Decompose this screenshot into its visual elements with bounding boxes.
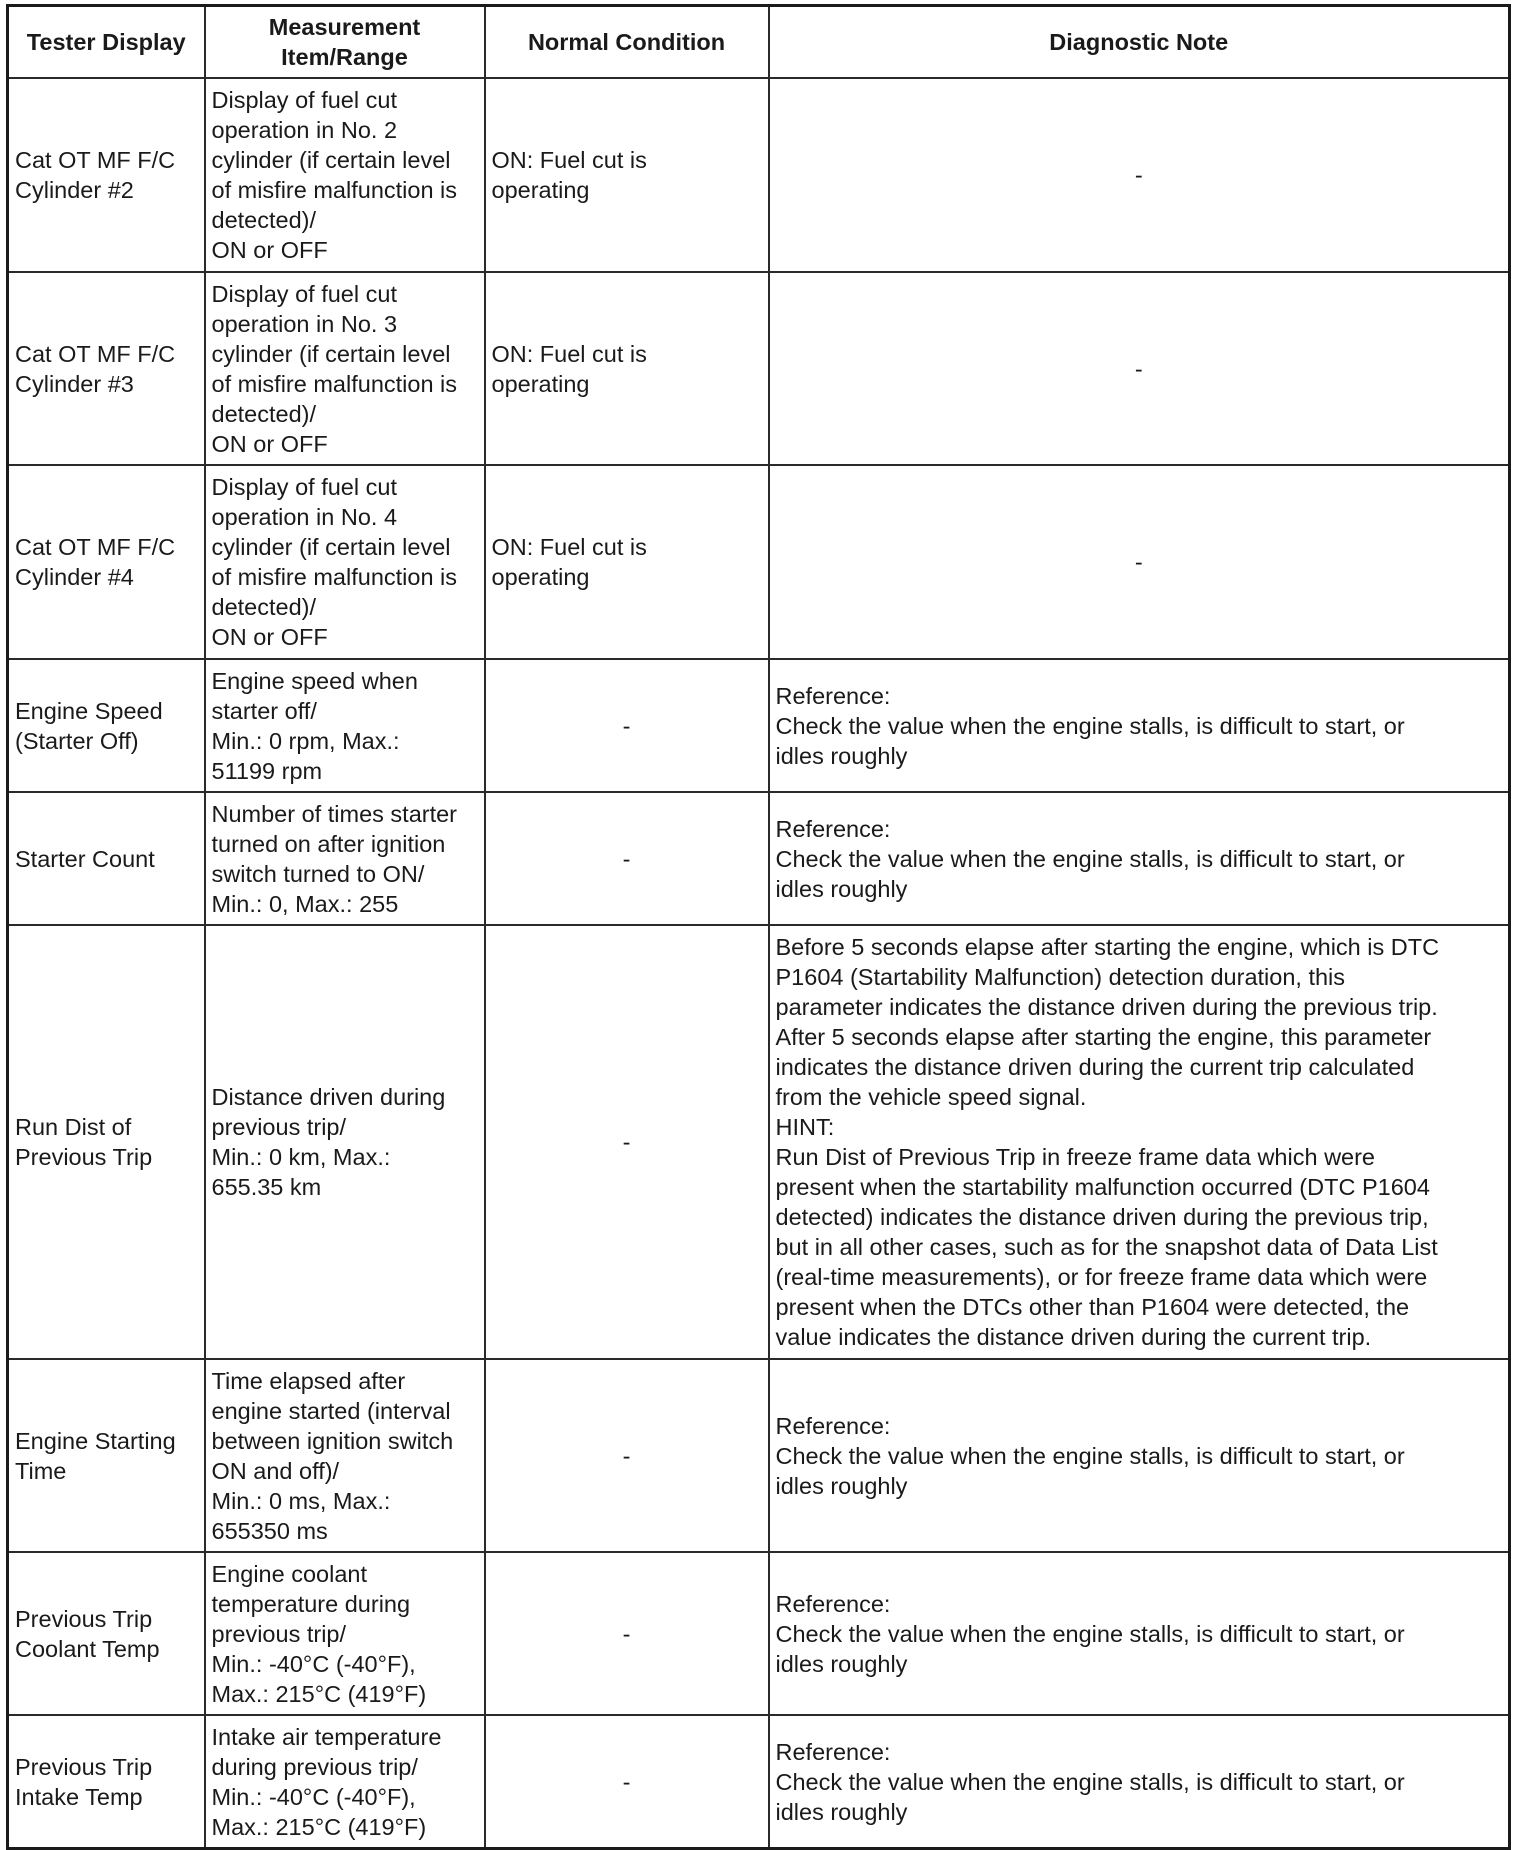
header-tester-display: Tester Display xyxy=(8,6,205,79)
diagnostic-note-cell: Reference: Check the value when the engine stalls, is difficult to start, or idles roughly xyxy=(769,1715,1510,1849)
header-diagnostic-note: Diagnostic Note xyxy=(769,6,1510,79)
table-row xyxy=(8,272,1510,465)
tester-display-cell: Run Dist of Previous Trip xyxy=(8,925,205,1359)
normal-condition-cell: ON: Fuel cut is operating xyxy=(485,78,769,272)
data-list-table xyxy=(6,4,1511,1850)
table-row xyxy=(8,925,1510,1359)
diagnostic-note-cell: - xyxy=(769,465,1510,659)
table-row xyxy=(8,465,1510,659)
tester-display-cell: Cat OT MF F/C Cylinder #3 xyxy=(8,272,205,465)
diagnostic-note-cell: Reference: Check the value when the engine stalls, is difficult to start, or idles roughly xyxy=(769,659,1510,792)
measurement-cell: Display of fuel cut operation in No. 3 cylinder (if certain level of misfire malfunction is detected)/ ON or OFF xyxy=(205,272,485,465)
measurement-cell: Display of fuel cut operation in No. 4 cylinder (if certain level of misfire malfunction is detected)/ ON or OFF xyxy=(205,465,485,659)
measurement-cell: Engine coolant temperature during previous trip/ Min.: -40°C (-40°F), Max.: 215°C (419°F) xyxy=(205,1552,485,1715)
header-row xyxy=(8,6,1510,79)
measurement-cell: Engine speed when starter off/ Min.: 0 rpm, Max.: 51199 rpm xyxy=(205,659,485,792)
diagnostic-note-cell: - xyxy=(769,272,1510,465)
normal-condition-cell: ON: Fuel cut is operating xyxy=(485,465,769,659)
tester-display-cell: Previous Trip Intake Temp xyxy=(8,1715,205,1849)
tester-display-cell: Engine Speed (Starter Off) xyxy=(8,659,205,792)
normal-condition-cell: - xyxy=(485,925,769,1359)
measurement-cell: Number of times starter turned on after ignition switch turned to ON/ Min.: 0, Max.: 255 xyxy=(205,792,485,925)
tester-display-cell: Engine Starting Time xyxy=(8,1359,205,1552)
diagnostic-note-cell: Reference: Check the value when the engine stalls, is difficult to start, or idles roughly xyxy=(769,1359,1510,1552)
table-row xyxy=(8,78,1510,272)
diagnostic-note-cell: Reference: Check the value when the engine stalls, is difficult to start, or idles roughly xyxy=(769,1552,1510,1715)
data-list-table-wrapper xyxy=(6,4,1511,1850)
diagnostic-note-cell: - xyxy=(769,78,1510,272)
measurement-cell: Distance driven during previous trip/ Min.: 0 km, Max.: 655.35 km xyxy=(205,925,485,1359)
header-normal-condition: Normal Condition xyxy=(485,6,769,79)
measurement-cell: Intake air temperature during previous trip/ Min.: -40°C (-40°F), Max.: 215°C (419°F) xyxy=(205,1715,485,1849)
normal-condition-cell: - xyxy=(485,1552,769,1715)
tester-display-cell: Starter Count xyxy=(8,792,205,925)
tester-display-cell: Cat OT MF F/C Cylinder #4 xyxy=(8,465,205,659)
normal-condition-cell: - xyxy=(485,1715,769,1849)
header-measurement: Measurement Item/Range xyxy=(205,6,485,79)
diagnostic-note-cell: Reference: Check the value when the engine stalls, is difficult to start, or idles roughly xyxy=(769,792,1510,925)
table-row xyxy=(8,1359,1510,1552)
table-row xyxy=(8,792,1510,925)
table-row xyxy=(8,1552,1510,1715)
measurement-cell: Time elapsed after engine started (interval between ignition switch ON and off)/ Min.: 0 ms, Max.: 655350 ms xyxy=(205,1359,485,1552)
table-row xyxy=(8,1715,1510,1849)
table-row xyxy=(8,659,1510,792)
normal-condition-cell: ON: Fuel cut is operating xyxy=(485,272,769,465)
tester-display-cell: Previous Trip Coolant Temp xyxy=(8,1552,205,1715)
tester-display-cell: Cat OT MF F/C Cylinder #2 xyxy=(8,78,205,272)
diagnostic-note-cell: Before 5 seconds elapse after starting the engine, which is DTC P1604 (Startability Malfunction) detection duration, this parameter indicates the distance driven during the previous trip. After 5 seconds elapse after starting the engine, this parameter indicates the distance driven during the current trip calculated from the vehicle speed signal. HINT: Run Dist of Previous Trip in freeze frame data which were present when the startability malfunction occurred (DTC P1604 detected) indicates the distance driven during the previous trip, but in all other cases, such as for the snapshot data of Data List (real-time measurements), or for freeze frame data which were present when the DTCs other than P1604 were detected, the value indicates the distance driven during the current trip. xyxy=(769,925,1510,1359)
normal-condition-cell: - xyxy=(485,1359,769,1552)
measurement-cell: Display of fuel cut operation in No. 2 cylinder (if certain level of misfire malfunction is detected)/ ON or OFF xyxy=(205,78,485,272)
normal-condition-cell: - xyxy=(485,792,769,925)
normal-condition-cell: - xyxy=(485,659,769,792)
